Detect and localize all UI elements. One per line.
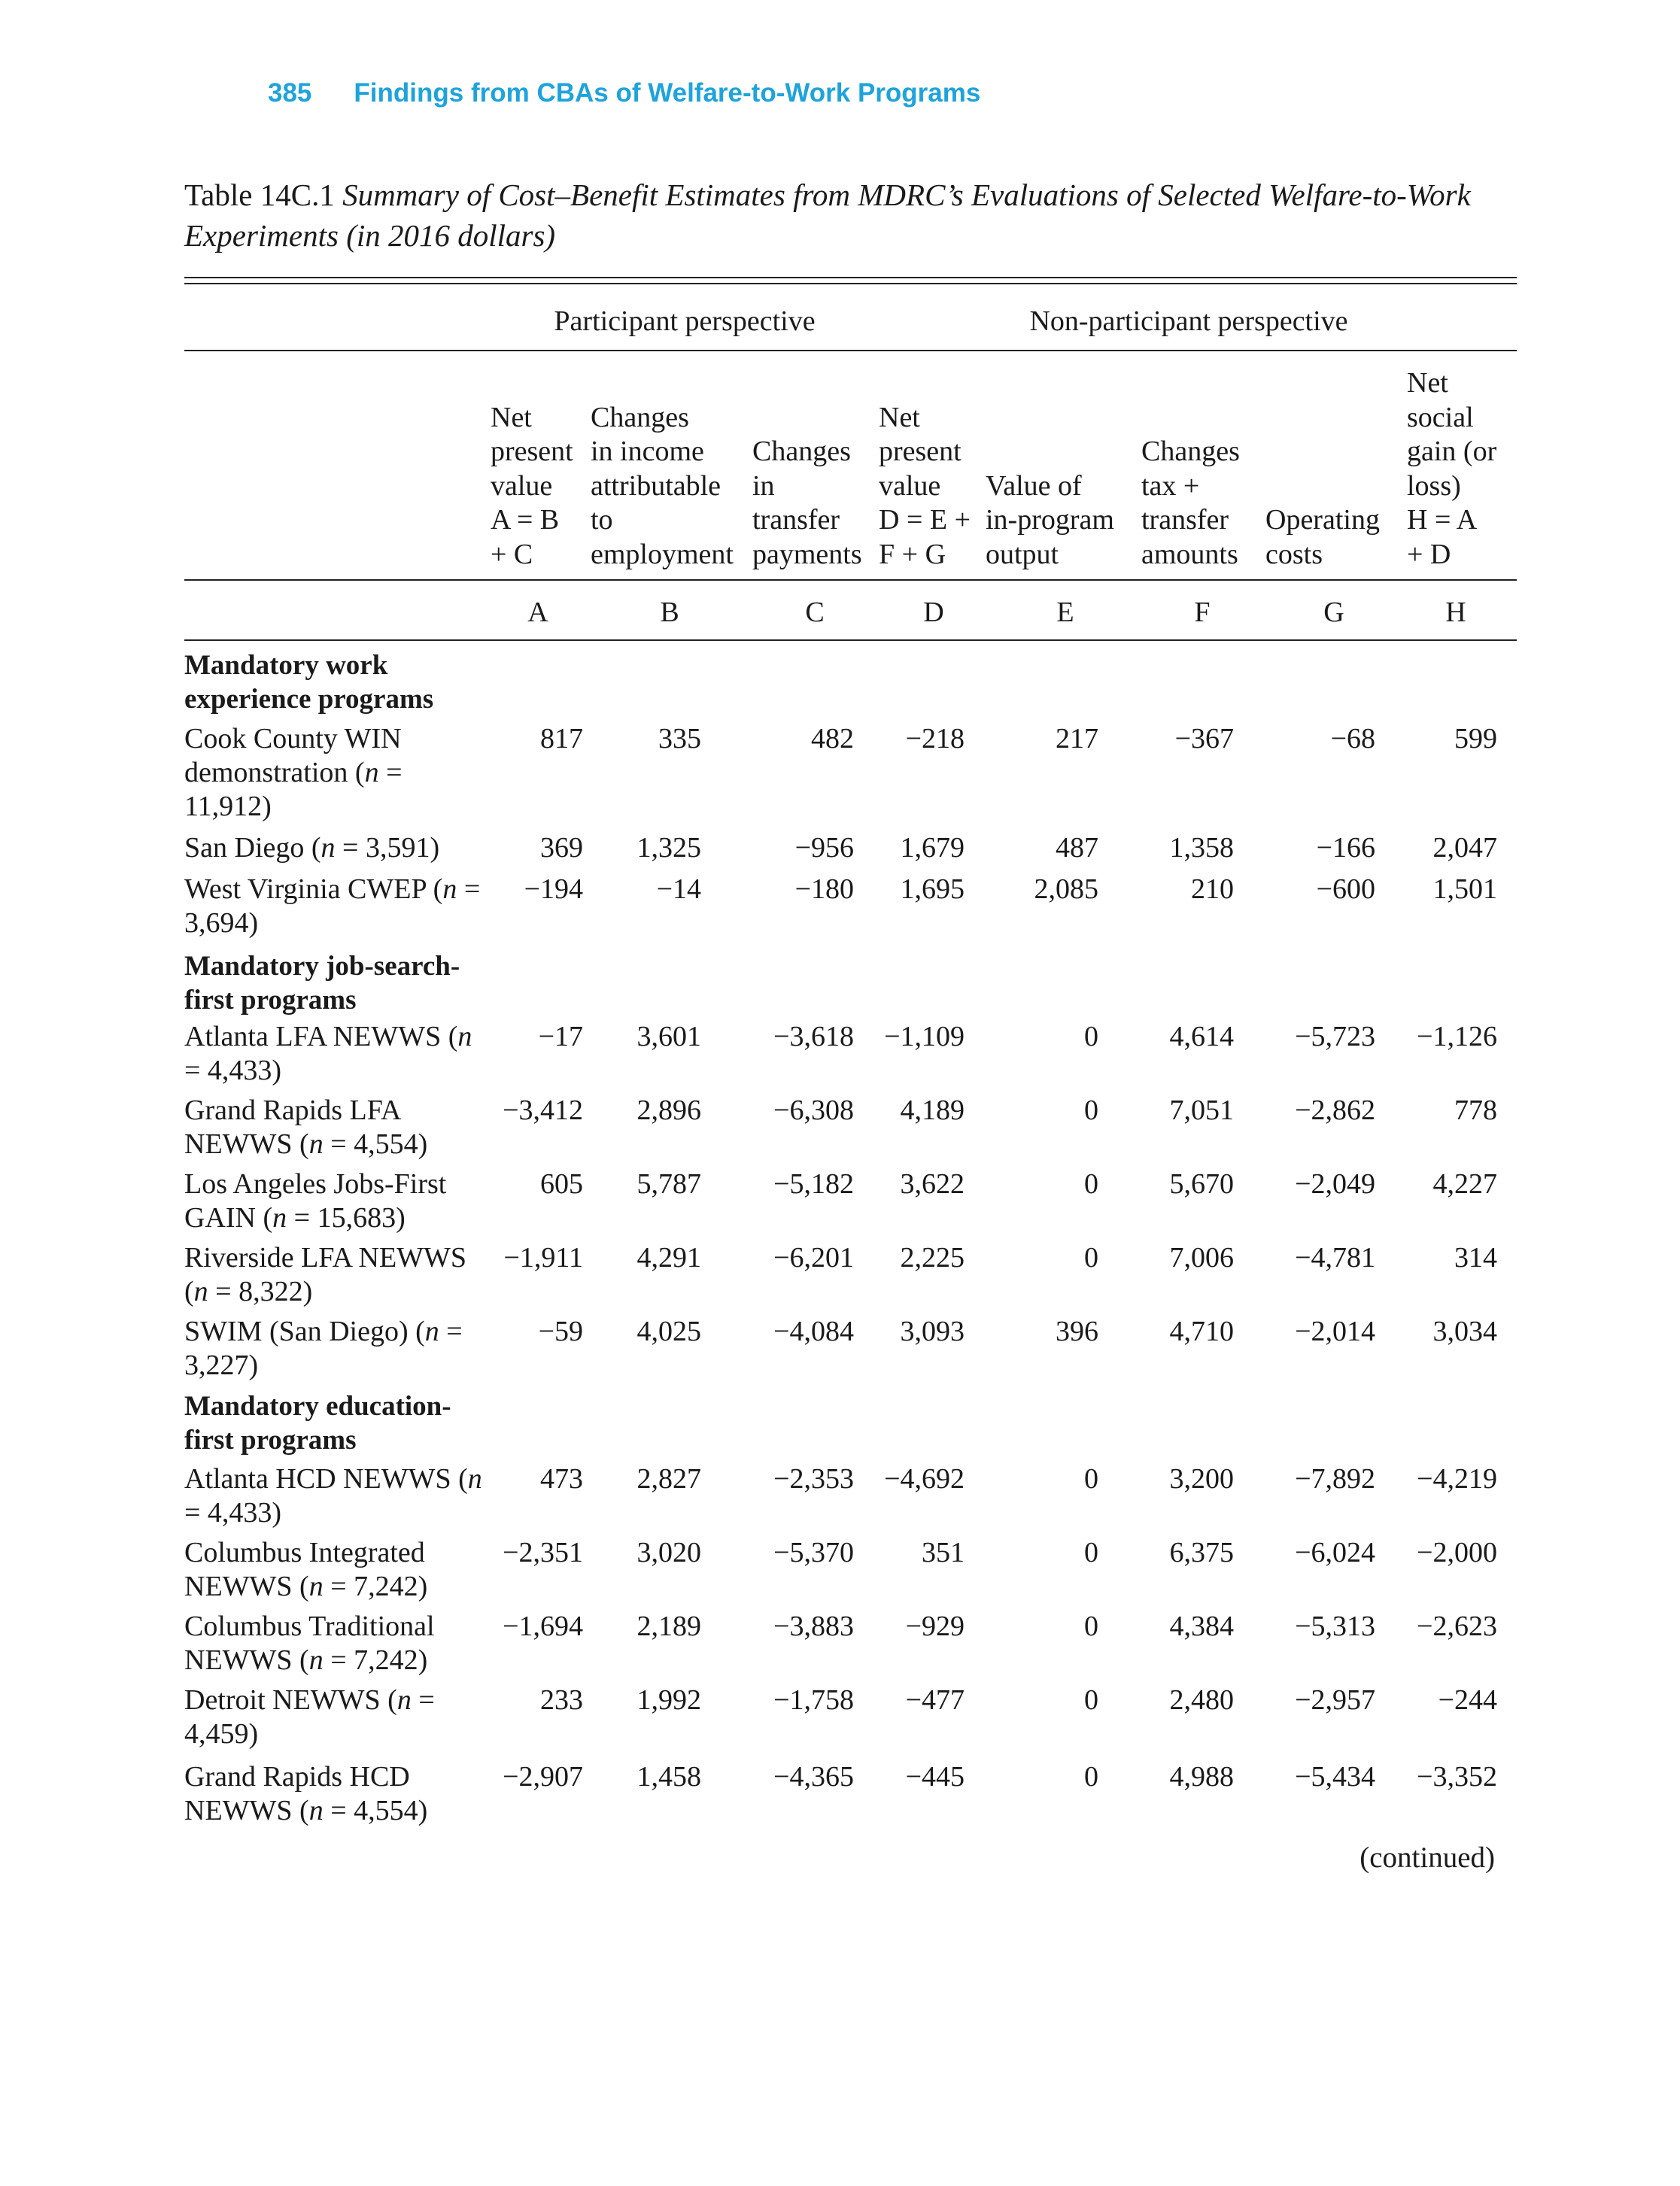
cell-h: 599 bbox=[1454, 723, 1497, 754]
column-letter-h: H bbox=[1445, 597, 1466, 628]
cell-g: −6,024 bbox=[1295, 1537, 1375, 1568]
cell-b: 1,458 bbox=[636, 1761, 701, 1793]
column-header-line: to bbox=[591, 504, 613, 536]
column-header-line: Changes bbox=[591, 401, 689, 433]
column-header-line: Net bbox=[491, 401, 532, 433]
cell-c: −956 bbox=[794, 832, 854, 864]
cell-d: 351 bbox=[922, 1537, 965, 1568]
column-header-line: Net bbox=[1407, 367, 1448, 399]
row-label-text: Riverside LFA NEWWS ( bbox=[184, 1242, 467, 1307]
column-header-line: + D bbox=[1407, 538, 1451, 570]
column-letter-b: B bbox=[660, 597, 679, 628]
row-label-n-symbol: n bbox=[396, 1684, 412, 1716]
table-top-rule bbox=[184, 277, 1517, 278]
column-header-line: + C bbox=[491, 538, 533, 570]
cell-g: −5,313 bbox=[1295, 1611, 1375, 1642]
cell-d: 1,679 bbox=[900, 832, 965, 864]
cell-a: 605 bbox=[540, 1168, 583, 1200]
cell-a: −17 bbox=[538, 1021, 583, 1052]
cell-e: 0 bbox=[1084, 1537, 1098, 1568]
cell-c: −4,365 bbox=[773, 1761, 854, 1793]
cell-c: −6,308 bbox=[773, 1095, 854, 1126]
cell-a: 233 bbox=[540, 1684, 583, 1716]
row-label-n-value: = 7,242) bbox=[323, 1571, 428, 1602]
cell-a: −2,351 bbox=[503, 1537, 583, 1568]
column-header-line: transfer bbox=[752, 504, 840, 536]
column-header-line: in income bbox=[591, 436, 704, 467]
cell-g: −166 bbox=[1316, 832, 1375, 864]
cell-e: 396 bbox=[1056, 1316, 1098, 1347]
cell-d: −1,109 bbox=[884, 1021, 965, 1052]
row-label-text: Cook County WIN demonstration ( bbox=[184, 723, 402, 788]
row-label-text: Columbus Traditional NEWWS ( bbox=[184, 1611, 435, 1676]
cell-c: 482 bbox=[811, 723, 854, 754]
column-header-line: Changes bbox=[752, 436, 851, 467]
section-heading: Mandatory work experience programs bbox=[184, 650, 434, 715]
cell-g: −2,049 bbox=[1295, 1168, 1375, 1200]
row-label-n-value: = 4,554) bbox=[323, 1795, 428, 1826]
cell-f: 7,006 bbox=[1169, 1242, 1234, 1274]
cell-e: 0 bbox=[1084, 1463, 1098, 1495]
column-header-line: present bbox=[879, 436, 962, 467]
cell-e: 487 bbox=[1056, 832, 1098, 864]
cell-f: 3,200 bbox=[1169, 1463, 1234, 1495]
column-letter-rule bbox=[184, 639, 1517, 641]
cell-b: 3,020 bbox=[636, 1537, 701, 1568]
column-header-line: in-program bbox=[986, 504, 1114, 536]
cell-g: −5,434 bbox=[1295, 1761, 1375, 1793]
column-header-line: Net bbox=[879, 401, 920, 433]
row-label-text: Grand Rapids HCD NEWWS ( bbox=[184, 1761, 410, 1826]
cell-a: −1,694 bbox=[503, 1611, 583, 1642]
cell-g: −2,862 bbox=[1295, 1095, 1375, 1126]
cell-h: 3,034 bbox=[1432, 1316, 1497, 1347]
cell-a: 473 bbox=[540, 1463, 583, 1495]
cell-b: 4,025 bbox=[636, 1316, 701, 1347]
row-label-n-value: = 3,591) bbox=[335, 832, 440, 864]
cell-b: 1,325 bbox=[636, 832, 701, 864]
table-label: Table 14C.1 bbox=[184, 178, 335, 212]
column-header-line: in bbox=[752, 469, 775, 502]
row-label-n-value: = 8,322) bbox=[208, 1276, 313, 1307]
column-header-f bbox=[1141, 435, 1240, 572]
cell-c: −4,084 bbox=[773, 1316, 854, 1347]
table-caption-text: Summary of Cost–Benefit Estimates from MDRC’s Evaluations of Selected Welfare-to-Work Experiments (in 2016 dollars) bbox=[184, 178, 1471, 253]
cell-b: 3,601 bbox=[636, 1021, 701, 1052]
cell-b: 1,992 bbox=[636, 1684, 701, 1716]
cell-f: −367 bbox=[1174, 723, 1234, 754]
row-label-n-symbol: n bbox=[272, 1202, 287, 1234]
cell-f: 5,670 bbox=[1169, 1168, 1234, 1200]
cell-g: −68 bbox=[1330, 723, 1375, 754]
cell-h: −1,126 bbox=[1417, 1021, 1497, 1052]
row-label-text: West Virginia CWEP ( bbox=[184, 873, 443, 905]
column-letter-f: F bbox=[1194, 597, 1211, 628]
cell-g: −2,957 bbox=[1295, 1684, 1375, 1716]
cell-a: −194 bbox=[524, 873, 583, 905]
cell-e: 0 bbox=[1084, 1611, 1098, 1642]
row-label-text: Los Angeles Jobs-First GAIN ( bbox=[184, 1168, 447, 1234]
column-header-line: value bbox=[879, 469, 941, 502]
column-header-line: costs bbox=[1265, 538, 1323, 570]
cell-b: 2,896 bbox=[636, 1095, 701, 1126]
cell-g: −7,892 bbox=[1295, 1463, 1375, 1495]
cell-b: 2,189 bbox=[636, 1611, 701, 1642]
cell-h: 778 bbox=[1454, 1095, 1497, 1126]
column-letter-c: C bbox=[805, 597, 825, 628]
cell-e: 0 bbox=[1084, 1021, 1098, 1052]
cell-d: 3,622 bbox=[900, 1168, 965, 1200]
column-header-line: Changes bbox=[1141, 436, 1240, 467]
cell-c: −3,618 bbox=[773, 1021, 854, 1052]
cell-a: 817 bbox=[540, 723, 583, 754]
cell-g: −2,014 bbox=[1295, 1316, 1375, 1347]
cell-f: 4,988 bbox=[1169, 1761, 1234, 1793]
row-label-text: Atlanta LFA NEWWS ( bbox=[184, 1021, 458, 1052]
cell-g: −4,781 bbox=[1295, 1242, 1375, 1274]
row-label-n-symbol: n bbox=[193, 1276, 208, 1307]
cell-d: −218 bbox=[905, 723, 965, 754]
column-header-e bbox=[986, 469, 1114, 572]
cell-h: −2,000 bbox=[1417, 1537, 1497, 1568]
cell-h: 314 bbox=[1454, 1242, 1497, 1274]
row-label-n-value: = 11,912) bbox=[184, 757, 403, 822]
cell-c: −3,883 bbox=[773, 1611, 854, 1642]
group-header-participant: Participant perspective bbox=[554, 305, 816, 337]
row-label-text: Columbus Integrated NEWWS ( bbox=[184, 1537, 425, 1602]
column-header-line: Operating bbox=[1265, 504, 1380, 536]
row-label-n-symbol: n bbox=[308, 1795, 324, 1826]
group-header-rule bbox=[184, 350, 1517, 351]
cell-c: −6,201 bbox=[773, 1242, 854, 1274]
cell-f: 6,375 bbox=[1169, 1537, 1234, 1568]
column-header-line: employment bbox=[591, 538, 734, 570]
column-header-a bbox=[491, 401, 573, 572]
cell-h: 4,227 bbox=[1432, 1168, 1497, 1200]
row-label-text: San Diego ( bbox=[184, 832, 321, 864]
cell-f: 1,358 bbox=[1169, 832, 1234, 864]
cell-f: 7,051 bbox=[1169, 1095, 1234, 1126]
cell-c: −5,182 bbox=[773, 1168, 854, 1200]
column-header-h bbox=[1407, 366, 1496, 572]
column-header-line: D = E + bbox=[879, 504, 971, 536]
row-label-text: Grand Rapids LFA NEWWS ( bbox=[184, 1095, 400, 1160]
row-label-n-value: = 3,227) bbox=[184, 1316, 463, 1381]
column-header-line: value bbox=[491, 469, 553, 502]
cell-f: 2,480 bbox=[1169, 1684, 1234, 1716]
column-header-line: attributable bbox=[591, 469, 722, 502]
group-header-nonparticipant: Non-participant perspective bbox=[1029, 305, 1348, 337]
cell-f: 4,614 bbox=[1169, 1021, 1234, 1052]
row-label-n-value: = 4,459) bbox=[184, 1684, 435, 1750]
column-header-line: present bbox=[491, 436, 573, 467]
cell-a: −59 bbox=[538, 1316, 583, 1347]
cell-e: 0 bbox=[1084, 1761, 1098, 1793]
row-label-n-symbol: n bbox=[308, 1571, 324, 1602]
column-header-line: output bbox=[986, 538, 1059, 570]
cell-d: 2,225 bbox=[900, 1242, 965, 1274]
cell-d: 1,695 bbox=[900, 873, 965, 905]
column-header-g bbox=[1265, 503, 1380, 572]
cell-a: 369 bbox=[540, 832, 583, 864]
cell-b: 335 bbox=[658, 723, 701, 754]
cell-b: 2,827 bbox=[636, 1463, 701, 1495]
cell-e: 0 bbox=[1084, 1168, 1098, 1200]
row-label-n-symbol: n bbox=[364, 757, 379, 788]
cell-a: −3,412 bbox=[503, 1095, 583, 1126]
cell-b: 4,291 bbox=[636, 1242, 701, 1274]
cell-h: 1,501 bbox=[1432, 873, 1497, 905]
row-label-n-symbol: n bbox=[308, 1128, 324, 1160]
column-header-line: loss) bbox=[1407, 469, 1461, 502]
cell-g: −600 bbox=[1316, 873, 1375, 905]
column-letter-g: G bbox=[1323, 597, 1344, 628]
row-label-n-symbol: n bbox=[457, 1021, 472, 1052]
cell-b: −14 bbox=[656, 873, 701, 905]
running-head-title: Findings from CBAs of Welfare-to-Work Programs bbox=[354, 78, 981, 108]
row-label-text: Atlanta HCD NEWWS ( bbox=[184, 1463, 468, 1495]
cell-a: −1,911 bbox=[503, 1242, 583, 1274]
cell-d: 3,093 bbox=[900, 1316, 965, 1347]
column-header-b bbox=[591, 401, 734, 572]
row-label-text: Detroit NEWWS ( bbox=[184, 1684, 397, 1716]
row-label-n-value: = 15,683) bbox=[287, 1202, 406, 1234]
cell-d: −445 bbox=[905, 1761, 965, 1793]
cell-f: 210 bbox=[1191, 873, 1234, 905]
cell-d: −477 bbox=[905, 1684, 965, 1716]
column-header-line: payments bbox=[752, 538, 862, 570]
column-header-line: amounts bbox=[1141, 538, 1238, 570]
section-heading: Mandatory job-search-first programs bbox=[184, 951, 460, 1016]
continued-note: (continued) bbox=[1359, 1841, 1495, 1874]
cell-c: −5,370 bbox=[773, 1537, 854, 1568]
column-header-line: A = B bbox=[491, 504, 560, 536]
section-heading: Mandatory education-first programs bbox=[184, 1391, 451, 1456]
row-label-n-symbol: n bbox=[308, 1644, 324, 1676]
cell-c: −2,353 bbox=[773, 1463, 854, 1495]
cell-h: 2,047 bbox=[1432, 832, 1497, 864]
cell-g: −5,723 bbox=[1295, 1021, 1375, 1052]
cell-e: 2,085 bbox=[1034, 873, 1098, 905]
column-header-line: transfer bbox=[1141, 504, 1229, 536]
column-header-line: Value of bbox=[986, 469, 1082, 502]
row-label-n-value: = 3,694) bbox=[184, 873, 481, 939]
column-letter-e: E bbox=[1056, 597, 1074, 628]
cell-d: −4,692 bbox=[884, 1463, 965, 1495]
page-number: 385 bbox=[268, 78, 312, 108]
cell-c: −1,758 bbox=[773, 1684, 854, 1716]
column-header-c bbox=[752, 435, 862, 572]
column-header-d bbox=[879, 401, 971, 572]
row-label-n-value: = 7,242) bbox=[323, 1644, 428, 1676]
row-label-n-symbol: n bbox=[442, 873, 457, 905]
cell-a: −2,907 bbox=[503, 1761, 583, 1793]
cell-b: 5,787 bbox=[636, 1168, 701, 1200]
row-label-n-value: = 4,433) bbox=[184, 1055, 282, 1086]
column-header-line: gain (or bbox=[1407, 436, 1497, 467]
column-header-line: F + G bbox=[879, 538, 946, 570]
table-top-rule-2 bbox=[184, 283, 1517, 284]
running-head bbox=[268, 78, 980, 108]
row-label-n-value: = 4,554) bbox=[323, 1128, 428, 1160]
cell-e: 0 bbox=[1084, 1684, 1098, 1716]
column-letter-d: D bbox=[923, 597, 944, 628]
row-label-text: SWIM (San Diego) ( bbox=[184, 1316, 425, 1347]
cell-d: 4,189 bbox=[900, 1095, 965, 1126]
cell-f: 4,710 bbox=[1169, 1316, 1234, 1347]
cell-d: −929 bbox=[905, 1611, 965, 1642]
cell-h: −244 bbox=[1438, 1684, 1497, 1716]
cell-h: −2,623 bbox=[1417, 1611, 1497, 1642]
column-header-line: social bbox=[1407, 401, 1474, 433]
row-label-n-value: = 4,433) bbox=[184, 1497, 282, 1529]
cell-h: −4,219 bbox=[1417, 1463, 1497, 1495]
row-label-n-symbol: n bbox=[424, 1316, 439, 1347]
row-label-n-symbol: n bbox=[321, 832, 336, 864]
column-header-line: H = A bbox=[1407, 504, 1478, 536]
cell-e: 0 bbox=[1084, 1095, 1098, 1126]
cell-e: 217 bbox=[1056, 723, 1098, 754]
cell-e: 0 bbox=[1084, 1242, 1098, 1274]
column-header-rule bbox=[184, 579, 1517, 581]
column-letter-a: A bbox=[527, 597, 548, 628]
cell-h: −3,352 bbox=[1417, 1761, 1497, 1793]
cell-f: 4,384 bbox=[1169, 1611, 1234, 1642]
cell-c: −180 bbox=[794, 873, 854, 905]
column-header-line: tax + bbox=[1141, 469, 1200, 502]
row-label-n-symbol: n bbox=[467, 1463, 482, 1495]
table-caption bbox=[184, 175, 1516, 256]
